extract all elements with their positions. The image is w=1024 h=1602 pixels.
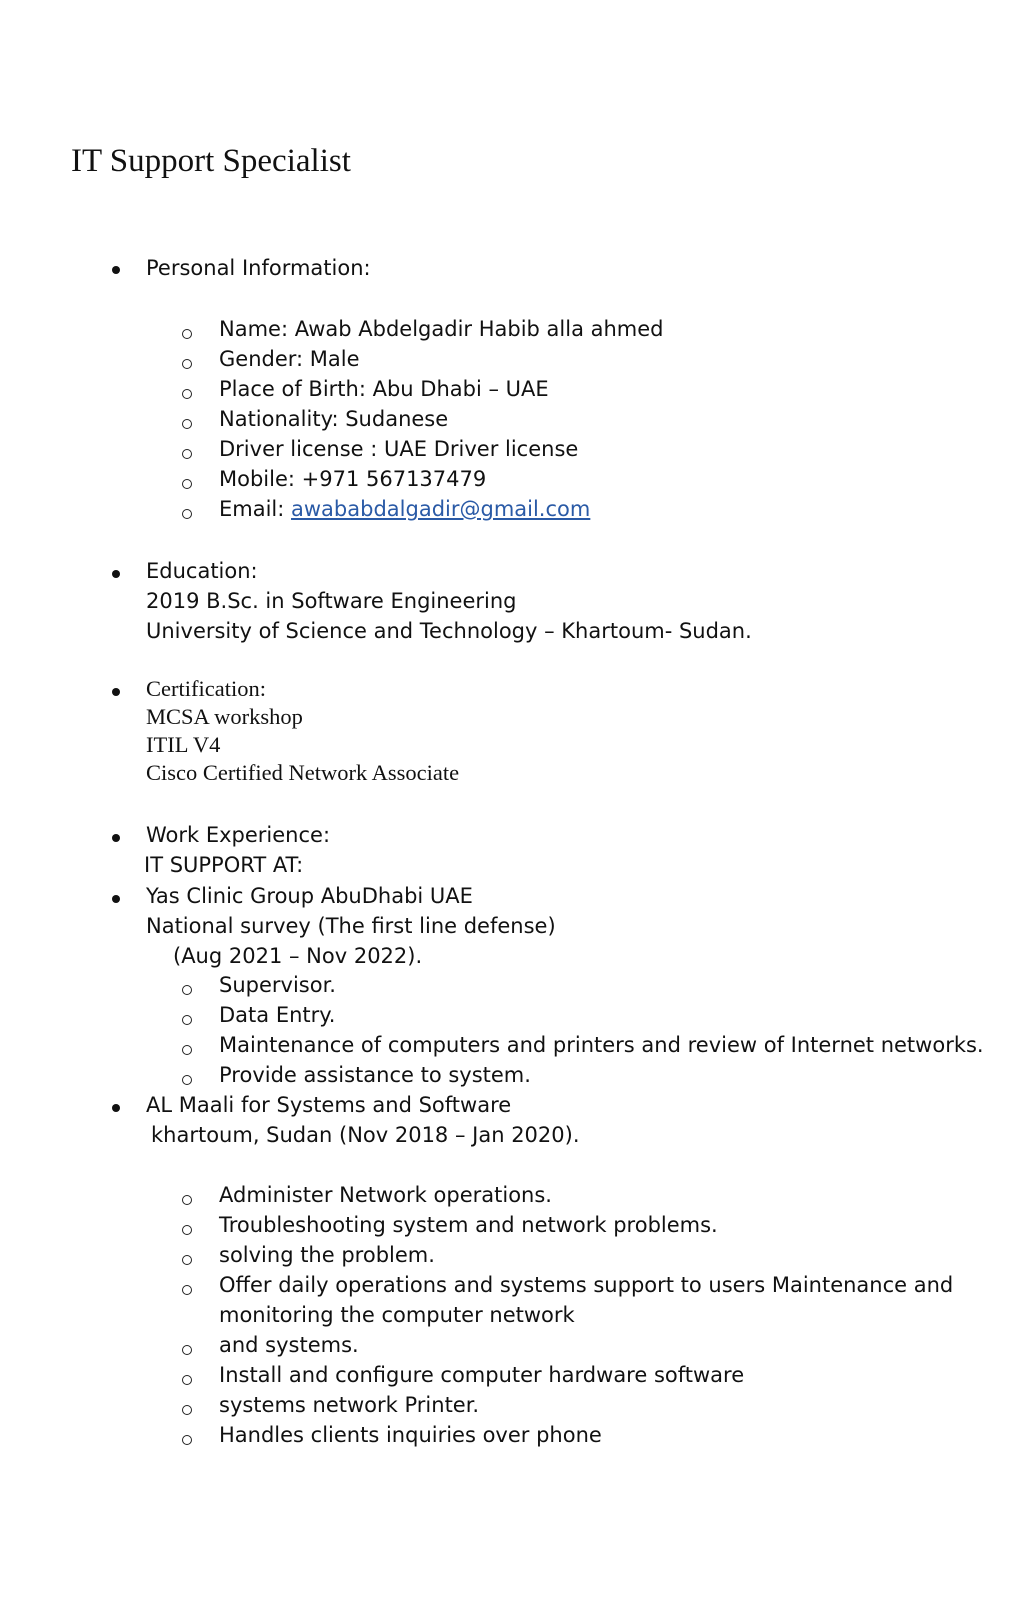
job-duty: and systems. (219, 1333, 359, 1357)
circle-bullet (182, 1255, 192, 1265)
circle-bullet (182, 1075, 192, 1085)
certification-line: MCSA workshop (146, 704, 303, 729)
personal-item: Place of Birth: Abu Dhabi – UAE (219, 377, 549, 401)
job-duty: Administer Network operations. (219, 1183, 552, 1207)
circle-bullet (182, 1225, 192, 1235)
email-line (219, 496, 590, 522)
email-link[interactable]: awababdalgadir@gmail.com (291, 497, 591, 521)
job-duty: Supervisor. (219, 973, 336, 997)
work-subheading: IT SUPPORT AT: (144, 853, 304, 877)
email-label: Email: (219, 497, 292, 521)
bullet (112, 1104, 120, 1112)
bullet (112, 688, 120, 696)
circle-bullet (182, 1285, 192, 1295)
circle-bullet (182, 509, 192, 519)
circle-bullet (182, 985, 192, 995)
personal-item: Name: Awab Abdelgadir Habib alla ahmed (219, 317, 664, 341)
circle-bullet (182, 1435, 192, 1445)
bullet (112, 895, 120, 903)
work-heading: Work Experience: (146, 823, 331, 847)
education-line: 2019 B.Sc. in Software Engineering (146, 589, 517, 613)
personal-item: Driver license : UAE Driver license (219, 437, 579, 461)
job-duty: systems network Printer. (219, 1393, 480, 1417)
job-duty: Data Entry. (219, 1003, 336, 1027)
circle-bullet (182, 359, 192, 369)
circle-bullet (182, 419, 192, 429)
circle-bullet (182, 479, 192, 489)
job-duty: Provide assistance to system. (219, 1063, 531, 1087)
job-duty-continuation: monitoring the computer network (219, 1303, 575, 1327)
job-duty: Maintenance of computers and printers and review of Internet networks. (219, 1033, 984, 1057)
job-duty: solving the problem. (219, 1243, 435, 1267)
personal-item: Gender: Male (219, 347, 360, 371)
personal-heading: Personal Information: (146, 256, 371, 280)
circle-bullet (182, 1015, 192, 1025)
bullet (112, 266, 120, 274)
job-location: khartoum, Sudan (Nov 2018 – Jan 2020). (151, 1123, 580, 1147)
job-duty: Install and configure computer hardware software (219, 1363, 745, 1387)
job-role: National survey (The first line defense) (146, 914, 556, 938)
job-duty: Offer daily operations and systems support to users Maintenance and (219, 1273, 954, 1297)
job-company: Yas Clinic Group AbuDhabi UAE (146, 884, 473, 908)
job-company: AL Maali for Systems and Software (146, 1093, 512, 1117)
certification-line: Cisco Certified Network Associate (146, 760, 460, 785)
certification-heading: Certification: (146, 676, 266, 701)
certification-line: ITIL V4 (146, 732, 221, 757)
education-line: University of Science and Technology – Khartoum- Sudan. (146, 619, 752, 643)
circle-bullet (182, 1345, 192, 1355)
page-title: IT Support Specialist (71, 143, 351, 179)
personal-item: Mobile: +971 567137479 (219, 467, 487, 491)
circle-bullet (182, 1405, 192, 1415)
circle-bullet (182, 449, 192, 459)
circle-bullet (182, 389, 192, 399)
circle-bullet (182, 329, 192, 339)
bullet (112, 834, 120, 842)
job-period: (Aug 2021 – Nov 2022). (173, 944, 423, 968)
job-duty: Troubleshooting system and network problems. (219, 1213, 718, 1237)
circle-bullet (182, 1375, 192, 1385)
education-heading: Education: (146, 559, 258, 583)
personal-item: Nationality: Sudanese (219, 407, 449, 431)
circle-bullet (182, 1045, 192, 1055)
bullet (112, 570, 120, 578)
job-duty: Handles clients inquiries over phone (219, 1423, 602, 1447)
circle-bullet (182, 1195, 192, 1205)
